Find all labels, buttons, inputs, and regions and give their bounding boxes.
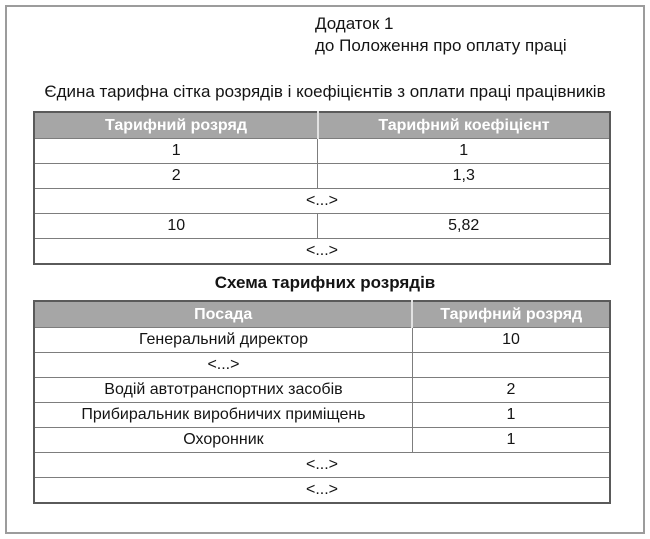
- table-cell: 1: [318, 139, 610, 164]
- document-title: Єдина тарифна сітка розрядів і коефіцієнтів з оплати праці працівників: [44, 82, 606, 101]
- table-header-row: [34, 112, 610, 139]
- appendix-note: [315, 13, 643, 57]
- table-row: [34, 453, 610, 478]
- appendix-line-2: до Положення про оплату праці: [315, 36, 567, 55]
- schema-title: Схема тарифних розрядів: [214, 273, 436, 292]
- column-header-tariff-grade: Тарифний розряд: [34, 112, 318, 139]
- table-cell: 2: [34, 164, 318, 189]
- tariff-grid-table: [33, 111, 611, 265]
- table-row: [34, 403, 610, 428]
- table-cell: 1: [412, 428, 610, 453]
- positions-table: [33, 300, 611, 504]
- table-cell: 1: [34, 139, 318, 164]
- table-header-row: [34, 301, 610, 328]
- table-row: [34, 378, 610, 403]
- table-cell: 10: [34, 214, 318, 239]
- table-row: [34, 214, 610, 239]
- table-cell: Прибиральник виробничих приміщень: [34, 403, 412, 428]
- table-row: [34, 478, 610, 504]
- column-header-tariff-grade: Тарифний розряд: [412, 301, 610, 328]
- table-cell: 2: [412, 378, 610, 403]
- ellipsis-placeholder-cell: <...>: [34, 478, 610, 504]
- table-row: [34, 139, 610, 164]
- column-header-position: Посада: [34, 301, 412, 328]
- table-row: [34, 164, 610, 189]
- table-cell: 1: [412, 403, 610, 428]
- table-row: [34, 239, 610, 265]
- ellipsis-placeholder-cell: <...>: [34, 353, 412, 378]
- table-row: [34, 353, 610, 378]
- ellipsis-placeholder-cell: <...>: [34, 239, 610, 265]
- table-cell: 1,3: [318, 164, 610, 189]
- column-header-tariff-coefficient: Тарифний коефіцієнт: [318, 112, 610, 139]
- appendix-line-1: Додаток 1: [315, 14, 394, 33]
- ellipsis-placeholder-cell: <...>: [34, 453, 610, 478]
- table-cell: 10: [412, 328, 610, 353]
- page-border-frame: [5, 5, 645, 534]
- table-cell: Охоронник: [34, 428, 412, 453]
- table-cell: Водій автотранспортних засобів: [34, 378, 412, 403]
- ellipsis-placeholder-cell: <...>: [34, 189, 610, 214]
- table-row: [34, 428, 610, 453]
- table-row: [34, 189, 610, 214]
- table-row: [34, 328, 610, 353]
- table-cell: Генеральний директор: [34, 328, 412, 353]
- empty-cell: [412, 353, 610, 378]
- table-cell: 5,82: [318, 214, 610, 239]
